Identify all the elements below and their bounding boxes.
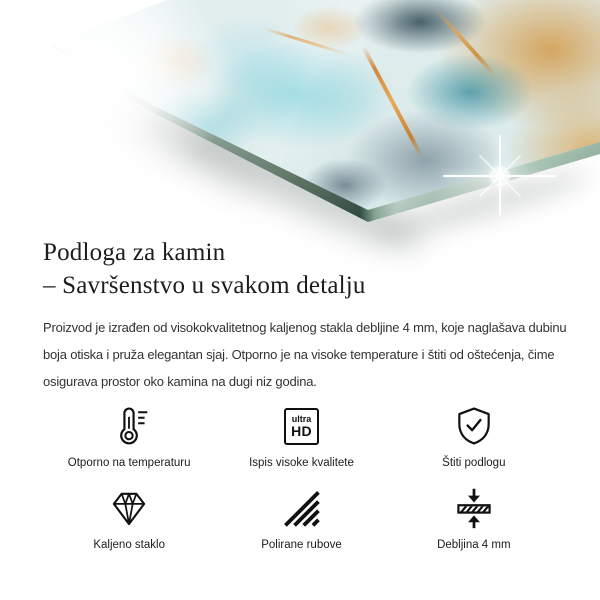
- sparkle-icon: [440, 116, 560, 236]
- ultra-hd-icon-text-top: ultra: [291, 414, 312, 424]
- feature-thickness: [388, 485, 560, 551]
- page-title-line1: Podloga za kamin: [43, 239, 226, 266]
- diamond-icon: [107, 486, 151, 530]
- feature-label: Štiti podlogu: [442, 457, 506, 469]
- shield-check-icon: [452, 404, 496, 448]
- feature-label: Ispis visoke kvalitete: [249, 457, 354, 469]
- feature-label: Kaljeno staklo: [93, 539, 165, 551]
- gold-vein: [263, 27, 348, 56]
- gold-vein: [361, 46, 423, 158]
- features-grid: [43, 403, 560, 551]
- thermometer-icon: [107, 404, 151, 448]
- feature-print-quality: [215, 403, 387, 469]
- ultra-hd-icon: [284, 408, 319, 445]
- product-description: Proizvod je izrađen od visokokvalitetnog kaljenog stakla debljine 4 mm, koje naglašava dubinu boja otiska i pruža elegantan sjaj. Otporno je na visoke temperature i štiti od oštećenja, čime osigurava prostor oko kamina na dugi niz godina.: [43, 320, 567, 389]
- page-title-line2: – Savršenstvo u svakom detalju: [43, 272, 366, 299]
- feature-label: Debljina 4 mm: [437, 539, 511, 551]
- feature-tempered-glass: [43, 485, 215, 551]
- product-copy: [0, 230, 600, 551]
- ultra-hd-icon-text-bottom: HD: [291, 423, 312, 439]
- feature-protection: [388, 403, 560, 469]
- thickness-icon: [452, 486, 496, 530]
- polished-edges-icon: [279, 486, 323, 530]
- feature-label: Polirane rubove: [261, 539, 342, 551]
- feature-label: Otporno na temperaturu: [67, 457, 191, 469]
- gold-vein: [433, 7, 496, 77]
- feature-temperature: [43, 403, 215, 469]
- corner-mist: [0, 0, 235, 195]
- feature-polished-edges: [215, 485, 387, 551]
- page-title: [43, 236, 560, 302]
- product-image: [0, 0, 600, 230]
